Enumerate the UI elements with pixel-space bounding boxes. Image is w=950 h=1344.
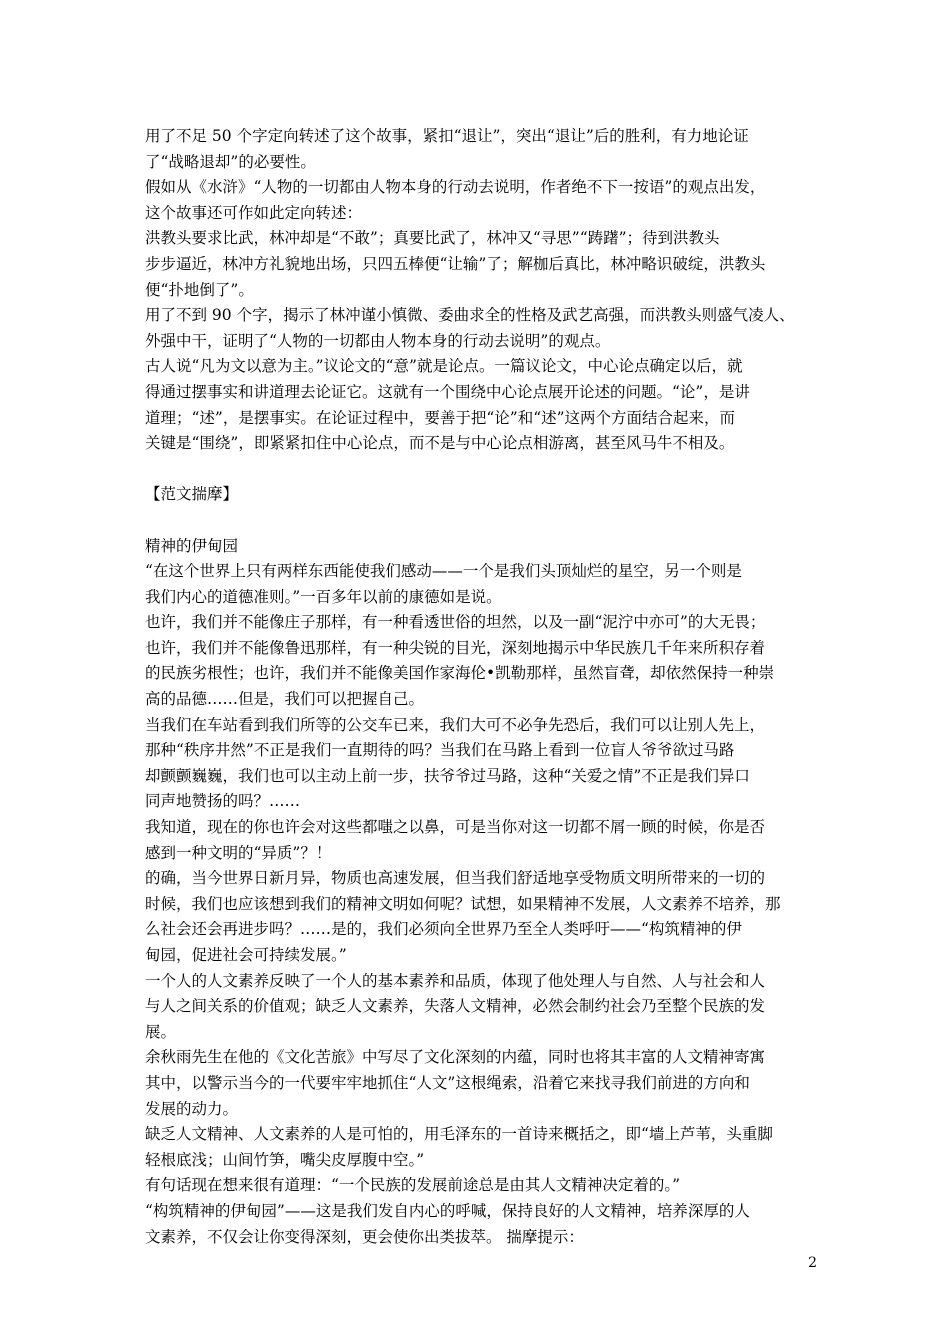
text-line: 却颤颤巍巍，我们也可以主动上前一步，扶爷爷过马路，这种“关爱之情”不正是我们异口 <box>145 766 750 785</box>
text-line: 么社会还会再进步吗？……是的，我们必须向全世界乃至全人类呼吁——“构筑精神的伊 <box>145 920 742 939</box>
text-line: 步步逼近，林冲方礼貌地出场，只四五棒便“让输”了；解枷后真比，林冲略识破绽，洪教头 <box>145 254 766 273</box>
text-line: 与人之间关系的价值观；缺乏人文素养，失落人文精神，必然会制约社会乃至整个民族的发 <box>145 997 766 1016</box>
text-line: 古人说“凡为文以意为主。”议论文的“意”就是论点。一篇议论文，中心论点确定以后，就 <box>145 357 743 376</box>
text-line: 其中，以警示当今的一代要牢牢地抓住“人文”这根绳索，沿着它来找寻我们前进的方向和 <box>145 1073 750 1092</box>
text-line: “在这个世界上只有两样东西能使我们感动——一个是我们头顶灿烂的星空，另一个则是 <box>145 562 742 581</box>
text-line: 用了不足 50 个字定向转述了这个故事，紧扣“退让”，突出“退让”后的胜利，有力地论证 <box>145 127 749 145</box>
text-line: 了“战略退却”的必要性。 <box>145 152 316 171</box>
text-line: 时候，我们也应该想到我们的精神文明如何呢？试想，如果精神不发展，人文素养不培养，那 <box>145 894 781 913</box>
body-text <box>145 124 813 1250</box>
text-line: 外强中干，证明了“人物的一切都由人物本身的行动去说明”的观点。 <box>145 331 611 350</box>
text-line: 精神的伊甸园 <box>145 536 239 555</box>
text-line: 缺乏人文精神、人文素养的人是可怕的，用毛泽东的一首诗来概括之，即“墙上芦苇，头重脚 <box>145 1125 773 1144</box>
text-line: 我们内心的道德准则。”一百多年以前的康德如是说。 <box>145 587 502 606</box>
text-line: 文素养，不仅会让你变得深刻，更会使你出类拔萃。 揣摩提示： <box>145 1227 584 1246</box>
text-line: 轻根底浅；山间竹笋，嘴尖皮厚腹中空。” <box>145 1150 425 1169</box>
text-line: 一个人的人文素养反映了一个人的基本素养和品质，体现了他处理人与自然、人与社会和人 <box>145 971 766 990</box>
blank-line <box>145 457 813 483</box>
text-line: 展。 <box>145 1022 177 1041</box>
text-line: 得通过摆事实和讲道理去论证它。这就有一个围绕中心论点展开论述的问题。“论”，是讲 <box>145 382 750 401</box>
text-line: 同声地赞扬的吗？…… <box>145 792 301 811</box>
text-line: 用了不到 90 个字，揭示了林冲谨小慎微、委曲求全的性格及武艺高强，而洪教头则盛气凌人、 <box>145 306 795 325</box>
text-line: 也许，我们并不能像鲁迅那样，有一种尖锐的目光，深刻地揭示中华民族几千年来所积存着 <box>145 638 766 657</box>
text-line: 关键是“围绕”，即紧紧扣住中心论点，而不是与中心论点相游离，甚至风马牛不相及。 <box>145 434 735 453</box>
text-line: 假如从《水浒》“人物的一切都由人物本身的行动去说明，作者绝不下一按语”的观点出发， <box>145 178 766 197</box>
text-line: 有句话现在想来很有道理：“一个民族的发展前途总是由其人文精神决定着的。” <box>145 1176 681 1195</box>
page-number: 2 <box>808 1255 817 1271</box>
text-line: 【范文揣摩】 <box>145 485 239 504</box>
text-line: “构筑精神的伊甸园”——这是我们发自内心的呼喊，保持良好的人文精神，培养深厚的人 <box>145 1201 750 1220</box>
text-line: 这个故事还可作如此定向转述： <box>145 203 363 222</box>
text-line: 感到一种文明的“异质”？！ <box>145 843 332 862</box>
text-line: 的民族劣根性；也许，我们并不能像美国作家海伦•凯勒那样，虽然盲聋，却依然保持一种崇 <box>145 664 775 683</box>
text-line: 甸园，促进社会可持续发展。” <box>145 946 347 964</box>
text-line: 当我们在车站看到我们所等的公交车已来，我们大可不必争先恐后，我们可以让别人先上， <box>145 715 766 734</box>
text-line: 的确，当今世界日新月异，物质也高速发展，但当我们舒适地享受物质文明所带来的一切的 <box>145 869 766 888</box>
blank-line <box>145 508 813 534</box>
text-line: 便“扑地倒了”。 <box>145 280 254 299</box>
text-line: 洪教头要求比武，林冲却是“不敢”；真要比武了，林冲又“寻思”“踌躇”；待到洪教头 <box>145 229 720 248</box>
text-line: 我知道，现在的你也许会对这些都嗤之以鼻，可是当你对这一切都不屑一顾的时候，你是否 <box>145 818 766 837</box>
text-line: 也许，我们并不能像庄子那样，有一种看透世俗的坦然，以及一副“泥泞中亦可”的大无畏； <box>145 613 766 632</box>
text-line: 发展的动力。 <box>145 1099 239 1118</box>
text-line: 那种“秩序井然”不正是我们一直期待的吗？当我们在马路上看到一位盲人爷爷欲过马路 <box>145 741 735 760</box>
text-line: 高的品德……但是，我们可以把握自己。 <box>145 690 425 709</box>
text-line: 道理；“述”，是摆事实。在论证过程中，要善于把“论”和“述”这两个方面结合起来，而 <box>145 408 736 427</box>
text-line: 余秋雨先生在他的《文化苦旅》中写尽了文化深刻的内蕴，同时也将其丰富的人文精神寄寓 <box>145 1048 766 1067</box>
